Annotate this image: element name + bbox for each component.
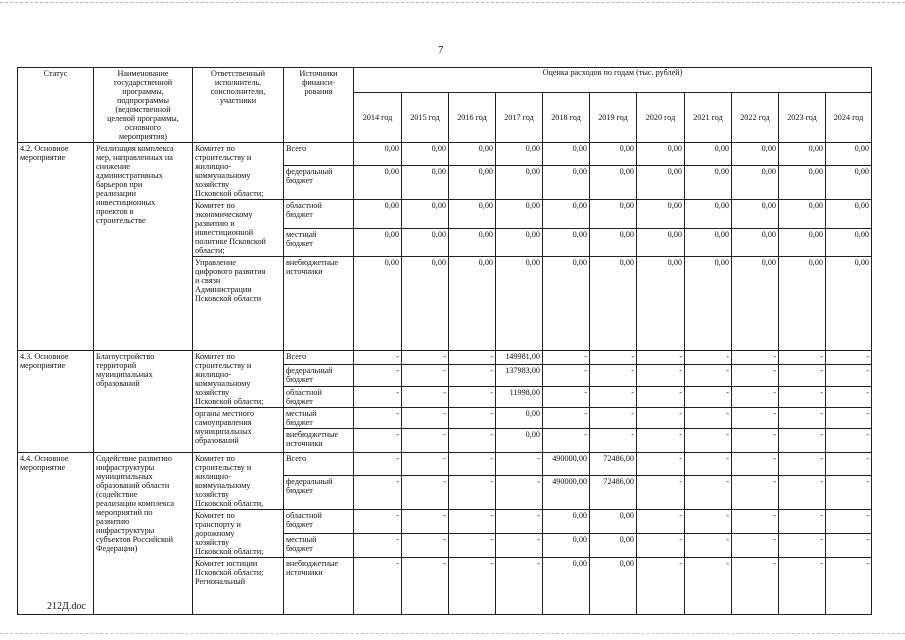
value-cell: - xyxy=(354,386,402,407)
value-cell: - xyxy=(496,534,543,558)
value-cell: - xyxy=(637,534,685,558)
value-cell: 0,00 xyxy=(402,165,449,199)
value-cell: - xyxy=(637,475,685,509)
value-cell: 0,00 xyxy=(354,200,402,229)
value-cell: - xyxy=(402,365,449,386)
table-row xyxy=(18,351,872,365)
value-cell: - xyxy=(637,365,685,386)
value-cell: - xyxy=(402,475,449,509)
value-cell: - xyxy=(543,351,590,365)
executor-cell: органы местного самоуправления муниципальных образований xyxy=(193,408,284,453)
funding-source-cell: местный бюджет xyxy=(284,534,354,558)
value-cell: 0,00 xyxy=(779,143,826,166)
value-cell: 0,00 xyxy=(826,143,872,166)
scan-edge-top xyxy=(0,2,905,3)
value-cell: - xyxy=(826,558,872,615)
value-cell: 137983,00 xyxy=(496,365,543,386)
value-cell: 0,00 xyxy=(354,165,402,199)
value-cell: - xyxy=(496,558,543,615)
value-cell: - xyxy=(732,429,779,453)
value-cell: 0,00 xyxy=(732,200,779,229)
value-cell: - xyxy=(590,351,637,365)
value-cell: 0,00 xyxy=(826,228,872,257)
value-cell: - xyxy=(402,558,449,615)
value-cell: - xyxy=(354,429,402,453)
value-cell: - xyxy=(685,408,732,429)
value-cell: 0,00 xyxy=(590,510,637,534)
value-cell: 0,00 xyxy=(449,257,496,351)
value-cell: - xyxy=(732,408,779,429)
value-cell: - xyxy=(354,453,402,476)
value-cell: 0,00 xyxy=(402,143,449,166)
value-cell: 0,00 xyxy=(637,257,685,351)
funding-source-cell: местный бюджет xyxy=(284,228,354,257)
value-cell: - xyxy=(590,408,637,429)
value-cell: 72486,00 xyxy=(590,475,637,509)
value-cell: 0,00 xyxy=(496,408,543,429)
value-cell: 0,00 xyxy=(732,257,779,351)
value-cell: - xyxy=(779,534,826,558)
value-cell: 0,00 xyxy=(590,257,637,351)
value-cell: - xyxy=(543,408,590,429)
value-cell: 0,00 xyxy=(637,200,685,229)
value-cell: 0,00 xyxy=(826,165,872,199)
value-cell: - xyxy=(637,351,685,365)
value-cell: - xyxy=(402,408,449,429)
value-cell: - xyxy=(543,365,590,386)
value-cell: 0,00 xyxy=(354,228,402,257)
value-cell: 0,00 xyxy=(637,228,685,257)
value-cell: - xyxy=(402,453,449,476)
value-cell: 0,00 xyxy=(354,143,402,166)
scan-edge-bottom xyxy=(0,633,905,634)
value-cell: - xyxy=(354,351,402,365)
value-cell: 0,00 xyxy=(590,143,637,166)
value-cell: 0,00 xyxy=(685,228,732,257)
value-cell: - xyxy=(402,351,449,365)
value-cell: 0,00 xyxy=(449,228,496,257)
value-cell: 0,00 xyxy=(402,228,449,257)
value-cell: - xyxy=(449,453,496,476)
value-cell: 0,00 xyxy=(496,228,543,257)
value-cell: - xyxy=(779,429,826,453)
value-cell: - xyxy=(685,365,732,386)
year-header-cell: 2017 год xyxy=(496,93,543,143)
header-name: Наименование государственной программы, подпрограммы (ведомственной целевой программы, основного мероприятия) xyxy=(94,68,193,143)
table-row xyxy=(18,453,872,476)
year-header-cell: 2016 год xyxy=(449,93,496,143)
value-cell: - xyxy=(732,386,779,407)
value-cell: - xyxy=(449,386,496,407)
value-cell: 0,00 xyxy=(354,257,402,351)
value-cell: 0,00 xyxy=(685,165,732,199)
value-cell: - xyxy=(637,453,685,476)
value-cell: - xyxy=(543,386,590,407)
header-executor: Ответственный исполнитель, соисполнители, участники xyxy=(193,68,284,143)
funding-source-cell: местный бюджет xyxy=(284,408,354,429)
value-cell: - xyxy=(732,351,779,365)
status-cell: 4.3. Основное мероприятие xyxy=(18,351,94,453)
value-cell: - xyxy=(826,510,872,534)
value-cell: 0,00 xyxy=(496,429,543,453)
value-cell: 0,00 xyxy=(543,558,590,615)
value-cell: 0,00 xyxy=(685,143,732,166)
value-cell: 0,00 xyxy=(826,257,872,351)
year-header-cell: 2023 год xyxy=(779,93,826,143)
value-cell: - xyxy=(543,429,590,453)
value-cell: - xyxy=(637,558,685,615)
value-cell: 0,00 xyxy=(590,200,637,229)
value-cell: 0,00 xyxy=(543,510,590,534)
executor-cell: Управление цифрового развития и связи Администрации Псковской области xyxy=(193,257,284,351)
value-cell: - xyxy=(449,475,496,509)
header-status: Статус xyxy=(18,68,94,143)
value-cell: - xyxy=(402,386,449,407)
header-sources: Источники финанси- рования xyxy=(284,68,354,143)
value-cell: - xyxy=(449,365,496,386)
value-cell: - xyxy=(685,453,732,476)
funding-source-cell: федеральный бюджет xyxy=(284,165,354,199)
value-cell: - xyxy=(826,453,872,476)
value-cell: - xyxy=(779,558,826,615)
value-cell: 0,00 xyxy=(637,143,685,166)
status-cell: 4.2. Основное мероприятие xyxy=(18,143,94,351)
executor-cell: Комитет по строительству и жилищно- коммунальному хозяйству Псковской области; xyxy=(193,351,284,408)
value-cell: 0,00 xyxy=(449,200,496,229)
value-cell: - xyxy=(826,386,872,407)
value-cell: - xyxy=(779,365,826,386)
funding-source-cell: Всего xyxy=(284,453,354,476)
year-header-cell: 2019 год xyxy=(590,93,637,143)
value-cell: 0,00 xyxy=(543,165,590,199)
value-cell: 0,00 xyxy=(543,534,590,558)
value-cell: - xyxy=(354,558,402,615)
value-cell: - xyxy=(732,534,779,558)
value-cell: 0,00 xyxy=(402,200,449,229)
value-cell: 0,00 xyxy=(685,257,732,351)
value-cell: - xyxy=(590,365,637,386)
value-cell: - xyxy=(826,408,872,429)
value-cell: - xyxy=(354,510,402,534)
program-name-cell: Содействие развитию инфраструктуры муниципальных образований области (содействие реализации комплекса мероприятий по развитию инфраструктуры субъектов Российской Федерации) xyxy=(94,453,193,615)
value-cell: - xyxy=(354,475,402,509)
value-cell: - xyxy=(449,510,496,534)
page-number: 7 xyxy=(438,44,444,56)
value-cell: - xyxy=(354,365,402,386)
year-header-cell: 2015 год xyxy=(402,93,449,143)
value-cell: - xyxy=(779,510,826,534)
value-cell: - xyxy=(732,558,779,615)
value-cell: 0,00 xyxy=(732,143,779,166)
value-cell: 0,00 xyxy=(779,228,826,257)
value-cell: - xyxy=(685,475,732,509)
value-cell: 0,00 xyxy=(402,257,449,351)
value-cell: 0,00 xyxy=(496,165,543,199)
value-cell: 0,00 xyxy=(637,165,685,199)
executor-cell: Комитет по экономическому развитию и инвестиционной политике Псковской области; xyxy=(193,200,284,257)
status-cell: 4.4. Основное мероприятие xyxy=(18,453,94,615)
value-cell: - xyxy=(449,534,496,558)
value-cell: 0,00 xyxy=(779,257,826,351)
value-cell: 0,00 xyxy=(543,143,590,166)
value-cell: - xyxy=(354,408,402,429)
value-cell: 0,00 xyxy=(496,200,543,229)
year-header-cell: 2021 год xyxy=(685,93,732,143)
funding-source-cell: областной бюджет xyxy=(284,386,354,407)
value-cell: 0,00 xyxy=(685,200,732,229)
value-cell: - xyxy=(590,429,637,453)
value-cell: 11998,00 xyxy=(496,386,543,407)
funding-source-cell: федеральный бюджет xyxy=(284,475,354,509)
funding-source-cell: областной бюджет xyxy=(284,200,354,229)
value-cell: 0,00 xyxy=(590,228,637,257)
value-cell: 0,00 xyxy=(449,143,496,166)
value-cell: - xyxy=(637,429,685,453)
year-header-cell: 2014 год xyxy=(354,93,402,143)
funding-source-cell: внебюджетные источники xyxy=(284,429,354,453)
value-cell: - xyxy=(354,534,402,558)
value-cell: - xyxy=(449,408,496,429)
value-cell: - xyxy=(449,351,496,365)
value-cell: - xyxy=(637,386,685,407)
expenditure-table xyxy=(17,67,872,615)
value-cell: - xyxy=(402,510,449,534)
value-cell: - xyxy=(402,534,449,558)
footer-filename: 212Д.doc xyxy=(47,601,86,612)
value-cell: - xyxy=(779,386,826,407)
value-cell: 0,00 xyxy=(732,165,779,199)
executor-cell: Комитет по строительству и жилищно- коммунальному хозяйству Псковской области, xyxy=(193,453,284,510)
header-estimate: Оценка расходов по годам (тыс. рублей) xyxy=(354,68,872,93)
value-cell: - xyxy=(826,475,872,509)
executor-cell: Комитет по транспорту и дорожному хозяйству Псковской области; xyxy=(193,510,284,558)
value-cell: - xyxy=(826,534,872,558)
year-header-cell: 2018 год xyxy=(543,93,590,143)
value-cell: 0,00 xyxy=(543,200,590,229)
funding-source-cell: Всего xyxy=(284,143,354,166)
value-cell: - xyxy=(685,510,732,534)
value-cell: - xyxy=(449,429,496,453)
value-cell: - xyxy=(732,510,779,534)
value-cell: 0,00 xyxy=(732,228,779,257)
value-cell: - xyxy=(402,429,449,453)
value-cell: 490000,00 xyxy=(543,475,590,509)
program-name-cell: Благоустройство территорий муниципальных образований xyxy=(94,351,193,453)
value-cell: - xyxy=(496,475,543,509)
value-cell: - xyxy=(685,429,732,453)
value-cell: - xyxy=(779,475,826,509)
year-header-cell: 2024 год xyxy=(826,93,872,143)
value-cell: - xyxy=(826,429,872,453)
value-cell: 149981,00 xyxy=(496,351,543,365)
value-cell: 0,00 xyxy=(826,200,872,229)
funding-source-cell: Всего xyxy=(284,351,354,365)
value-cell: 0,00 xyxy=(543,228,590,257)
value-cell: - xyxy=(496,453,543,476)
executor-cell: Комитет по строительству и жилищно- коммунальному хозяйству Псковской области; xyxy=(193,143,284,200)
value-cell: 0,00 xyxy=(543,257,590,351)
value-cell: - xyxy=(732,453,779,476)
value-cell: - xyxy=(732,475,779,509)
value-cell: - xyxy=(685,351,732,365)
value-cell: - xyxy=(590,386,637,407)
year-header-cell: 2022 год xyxy=(732,93,779,143)
value-cell: 0,00 xyxy=(779,165,826,199)
program-name-cell: Реализация комплекса мер, направленных на снижение административных барьеров при реализации инвестиционных проектов в строительстве xyxy=(94,143,193,351)
funding-source-cell: внебюджетные источники xyxy=(284,257,354,351)
value-cell: 72486,00 xyxy=(590,453,637,476)
value-cell: 0,00 xyxy=(590,558,637,615)
value-cell: 0,00 xyxy=(590,165,637,199)
value-cell: - xyxy=(826,351,872,365)
value-cell: - xyxy=(496,510,543,534)
funding-source-cell: федеральный бюджет xyxy=(284,365,354,386)
value-cell: 490000,00 xyxy=(543,453,590,476)
value-cell: - xyxy=(637,510,685,534)
table-row xyxy=(18,143,872,166)
year-header-cell: 2020 год xyxy=(637,93,685,143)
value-cell: - xyxy=(449,558,496,615)
funding-source-cell: областной бюджет xyxy=(284,510,354,534)
value-cell: 0,00 xyxy=(496,257,543,351)
value-cell: - xyxy=(779,351,826,365)
value-cell: 0,00 xyxy=(779,200,826,229)
value-cell: 0,00 xyxy=(449,165,496,199)
value-cell: - xyxy=(685,534,732,558)
value-cell: - xyxy=(826,365,872,386)
value-cell: - xyxy=(685,558,732,615)
value-cell: 0,00 xyxy=(496,143,543,166)
executor-cell: Комитет юстиции Псковской области; Региональный xyxy=(193,558,284,615)
value-cell: - xyxy=(779,453,826,476)
value-cell: 0,00 xyxy=(590,534,637,558)
funding-source-cell: внебюджетные источники xyxy=(284,558,354,615)
value-cell: - xyxy=(779,408,826,429)
value-cell: - xyxy=(637,408,685,429)
value-cell: - xyxy=(685,386,732,407)
value-cell: - xyxy=(732,365,779,386)
